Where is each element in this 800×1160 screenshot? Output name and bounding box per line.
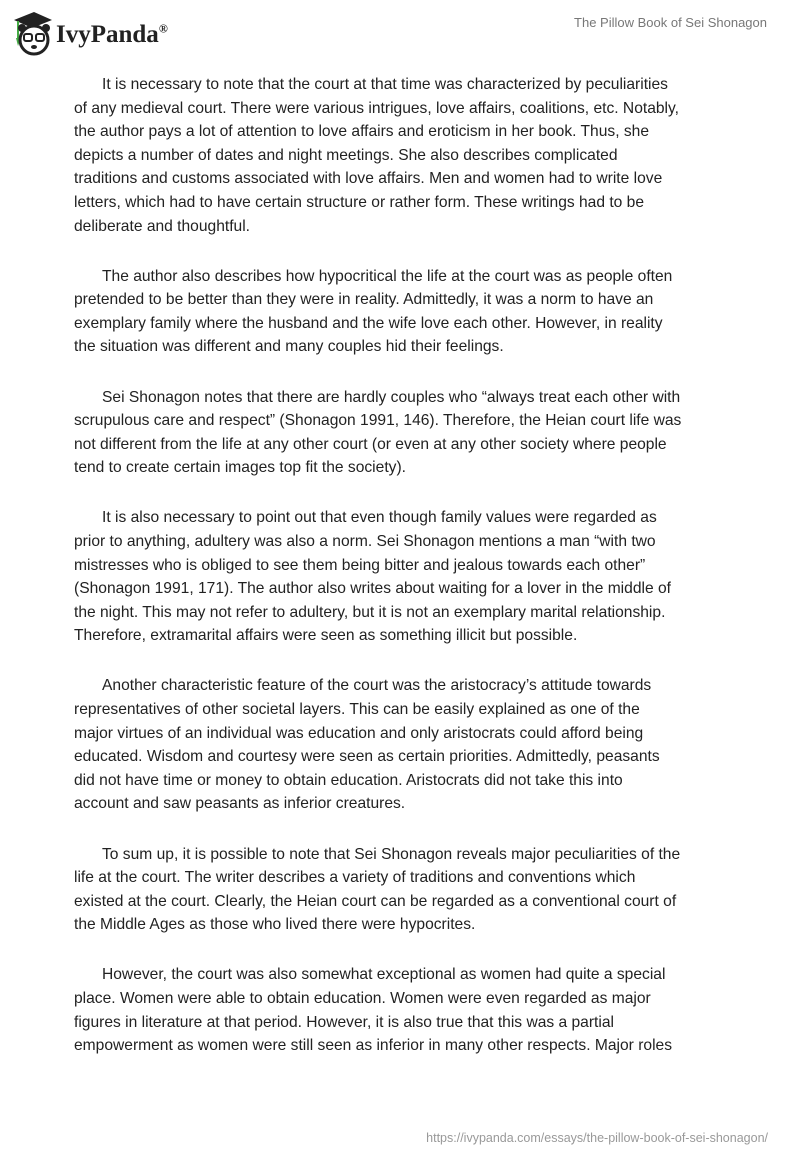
text-line: representatives of other societal layers. This can be easily explained as one of the	[74, 701, 640, 719]
text-line: It is necessary to note that the court at that time was characterized by peculiarities	[102, 76, 668, 93]
text-line: empowerment as women were still seen as inferior in many other respects. Major roles	[74, 1037, 672, 1055]
text-line: the Middle Ages as those who lived there were hypocrites.	[74, 916, 476, 934]
text-line: Sei Shonagon notes that there are hardly couples who “always treat each other with	[102, 388, 681, 406]
text-line: Another characteristic feature of the court was the aristocracy’s attitude towards	[102, 677, 652, 695]
text-line: not different from the life at any other court (or even at any other society where people	[74, 435, 667, 453]
text-line: tend to create certain images top fit the society).	[74, 459, 406, 477]
text-line: Therefore, extramarital affairs were seen as something illicit but possible.	[74, 627, 578, 645]
panda-graduate-icon	[12, 8, 52, 56]
document-title: The Pillow Book of Sei Shonagon	[574, 15, 767, 30]
registered-mark: ®	[158, 21, 168, 36]
text-line: the night. This may not refer to adultery, but it is not an exemplary marital relationship.	[74, 603, 666, 621]
text-line: To sum up, it is possible to note that Sei Shonagon reveals major peculiarities of the	[102, 845, 681, 863]
text-line: did not have time or money to obtain education. Aristocrats did not take this into	[74, 771, 623, 789]
text-line: traditions and customs associated with love affairs. Men and women had to write love	[74, 170, 663, 188]
text-line: scrupulous care and respect” (Shonagon 1991, 146). Therefore, the Heian court life was	[74, 412, 682, 430]
essay-body	[74, 73, 754, 1084]
text-line: educated. Wisdom and courtesy were seen as certain priorities. Admittedly, peasants	[74, 748, 660, 766]
text-line: However, the court was also somewhat exceptional as women had quite a special	[102, 966, 666, 984]
text-line: the author pays a lot of attention to love affairs and eroticism in her book. Thus, she	[74, 123, 649, 141]
text-line: major virtues of an individual was education and only aristocrats could afford being	[74, 724, 644, 742]
text-line: account and saw peasants as inferior creatures.	[74, 795, 406, 813]
paragraph	[74, 674, 754, 816]
text-line: pretended to be better than they were in reality. Admittedly, it was a norm to have an	[74, 291, 654, 309]
text-line: exemplary family where the husband and the wife love each other. However, in reality	[74, 314, 663, 332]
text-line: prior to anything, adultery was also a norm. Sei Shonagon mentions a man “with two	[74, 533, 656, 550]
text-line: It is also necessary to point out that even though family values were regarded as	[102, 509, 657, 527]
logo-text: IvyPanda	[56, 21, 159, 48]
ivypanda-logo[interactable]	[12, 8, 168, 56]
text-line: the situation was different and many couples hid their feelings.	[74, 338, 504, 356]
paragraph	[74, 73, 754, 238]
paragraph	[74, 265, 754, 359]
source-url-link[interactable]: https://ivypanda.com/essays/the-pillow-book-of-sei-shonagon/	[426, 1131, 768, 1145]
text-line: existed at the court. Clearly, the Heian court can be regarded as a conventional court of	[74, 892, 677, 910]
text-line: depicts a number of dates and night meetings. She also describes complicated	[74, 146, 618, 164]
text-line: (Shonagon 1991, 171). The author also writes about waiting for a lover in the middle of	[74, 580, 671, 598]
paragraph	[74, 963, 754, 1057]
text-line: deliberate and thoughtful.	[74, 217, 251, 235]
paragraph	[74, 386, 754, 480]
text-line: The author also describes how hypocritical the life at the court was as people often	[102, 267, 673, 285]
text-line: life at the court. The writer describes a variety of traditions and conventions which	[74, 869, 636, 887]
text-line: letters, which had to have certain structure or rather form. These writings had to be	[74, 193, 645, 211]
paragraph	[74, 843, 754, 937]
text-line: mistresses who is obliged to see them being bitter and jealous towards each other”	[74, 556, 646, 574]
text-line: of any medieval court. There were various intrigues, love affairs, coalitions, etc. Notably,	[74, 99, 679, 117]
text-line: figures in literature at that period. However, it is also true that this was a partial	[74, 1013, 614, 1031]
text-line: place. Women were able to obtain education. Women were even regarded as major	[74, 990, 651, 1007]
paragraph	[74, 506, 754, 648]
